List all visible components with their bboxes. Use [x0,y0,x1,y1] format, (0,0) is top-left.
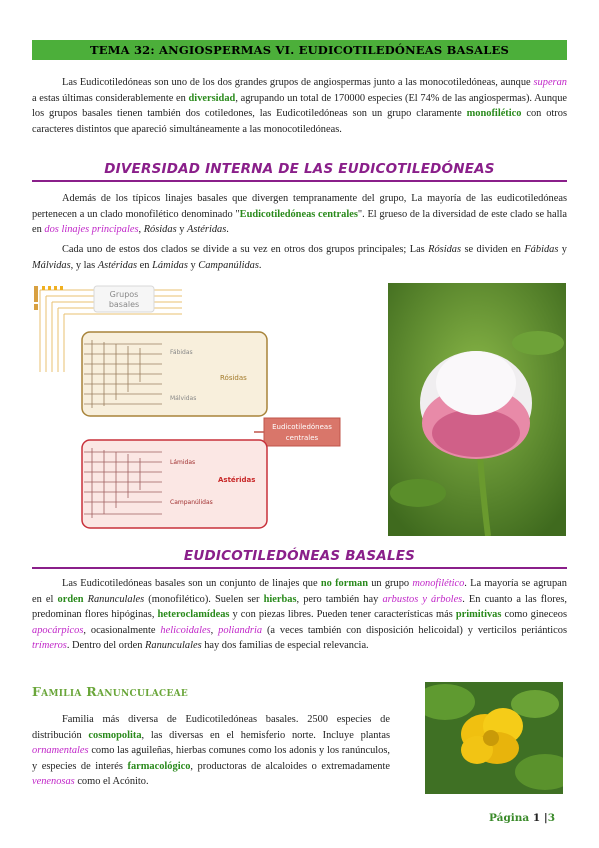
text: un grupo [367,578,413,589]
text: (monofilético). Suelen ser [144,593,264,605]
malvidas-label: Málvidas [170,395,197,402]
text: se dividen en [461,244,525,255]
phylogenetic-tree-diagram [32,282,377,537]
diversidad-paragraph-1 [32,191,567,238]
keyword: farmacológico [127,760,191,772]
text: como las aguileñas, hierbas comunes como los adonis y los ranúnculos, y especies de interés [32,745,390,772]
text: con otros caracteres distintos que apareció simultáneamente a las monocotiledóneas. [32,108,567,135]
italic-term: Astéridas [97,259,138,271]
text: Además de los típicos linajes basales que divergen tempranamente del grupo, La mayoría de las eudicotiledóneas pertenecen a un clado monofilético denominado " [32,193,567,220]
text: y con piezas libres. Pueden tener características más [229,609,456,621]
rosidas-label: Rósidas [220,374,247,382]
text: Familia más diversa de Eudicotiledóneas basales. 2500 especies de distribución [32,714,390,741]
clover-image [388,283,566,536]
text: (a veces también con disposición helicoidal) y verticilos periánticos [262,624,568,636]
text: Cada uno de estos dos clados se divide a su vez en otros dos grupos principales; Las [62,244,429,255]
page-total: 3 [547,812,555,824]
italic-term: Ranunculales [145,640,202,652]
basal-marker [34,286,38,302]
page-label: Página [489,812,530,824]
intro-paragraph [32,75,567,137]
keyword: monofilético [412,578,465,589]
text: . [258,259,262,271]
text: como gineceos [501,609,567,621]
fabidas-label: Fábidas [170,349,193,356]
keyword: cosmopolita [88,729,142,741]
tree-svg [32,282,377,537]
page-footer [489,812,555,824]
text: , agrupando un total de 170000 especies (El 74% de las angiospermas). Aunque los grupos basales tienen también dos cotiledones, las Eudicotiledóneas son un grupo claramente [32,92,568,120]
text: y [187,259,199,271]
text: , pero también hay [296,593,383,605]
keyword: orden [57,593,84,605]
keyword: primitivas [455,609,502,621]
text: . La mayoría se agrupan en el [32,578,567,605]
asteridas-label: Astéridas [218,476,256,484]
text: hay dos familias de especial relevancia. [201,640,369,652]
central-eudicots-label: centrales [285,434,319,442]
text: , [210,624,219,636]
text: . Dentro del orden [66,640,146,652]
keyword: dos linajes principales [44,224,139,236]
basal-marker [34,304,38,310]
text: y [176,224,188,236]
section-divider [32,567,567,569]
basal-marker [42,286,45,290]
keyword: apocárpicos [32,624,84,636]
asteridas-clade-box [82,440,267,528]
keyword: helicoidales [160,624,211,636]
italic-term: Campanúlidas [198,259,259,271]
italic-term: Fábidas [524,244,559,255]
ranunculaceae-paragraph [32,712,390,790]
text: , [138,224,144,236]
basales-paragraph [32,576,567,654]
text: , y las [70,259,98,271]
section-heading-diversidad: DIVERSIDAD INTERNA DE LAS EUDICOTILEDÓNEAS [104,161,495,177]
campanulidas-label: Campanúlidas [170,499,213,506]
section-heading-basales: EUDICOTILEDÓNEAS BASALES [183,548,416,564]
clover-flower-photo [388,283,566,536]
text: Las Eudicotiledóneas son uno de los dos grandes grupos de angiospermas junto a las monocotiledóneas, aunque [62,77,534,88]
basal-marker [48,286,51,290]
italic-term: Málvidas [32,259,71,271]
italic-term: Astéridas [187,224,227,236]
keyword: heteroclamídeas [157,609,230,621]
italic-term: Lámidas [152,259,188,271]
basal-marker [60,286,63,290]
keyword: venenosas [32,776,75,788]
text: como el Acónito. [74,776,149,788]
italic-term: Rósidas [428,244,462,255]
diversidad-paragraph-2 [32,242,567,273]
text: . [226,224,229,236]
text: , productoras de alcaloides o extremadamente [190,760,390,772]
text: en [137,259,153,271]
page-title-banner: TEMA 32: ANGIOSPERMAS VI. EUDICOTILEDÓNEAS BASALES [32,40,567,60]
page-separator: | [543,812,548,824]
text: Las Eudicotiledóneas basales son un conjunto de linajes que [62,578,321,589]
keyword: no forman [320,578,368,589]
text: , ocasionalmente [83,624,161,636]
text: y [558,244,567,255]
text: . En cuanto a las flores, predominan flores hipóginas, [32,593,567,621]
family-heading-ranunculaceae: Familia Ranunculaceae [32,684,189,699]
buttercup-image [425,682,563,794]
basal-marker [54,286,57,290]
text: ". El grueso de la diversidad de este clado se halla en [32,208,567,236]
keyword: superan [533,77,567,88]
keyword: monofilético [466,108,522,120]
central-eudicots-label: Eudicotiledóneas [272,423,332,431]
buttercup-flower-photo [425,682,563,794]
keyword: poliandria [218,624,263,636]
section-divider [32,180,567,182]
text: , las diversas en el hemisferio norte. Incluye plantas [141,729,390,741]
italic-term: Ranunculales [87,593,145,605]
keyword: diversidad [188,92,236,104]
basal-groups-label: Grupos [109,290,139,299]
basal-groups-label: basales [108,300,140,309]
text: a estas últimas considerablemente en [32,92,189,104]
keyword: trímeros [32,640,67,652]
keyword: Eudicotiledóneas centrales [239,208,358,220]
lamidas-label: Lámidas [170,459,196,466]
keyword: hierbas [263,593,297,605]
keyword: arbustos y árboles [382,593,463,605]
keyword: ornamentales [32,745,89,757]
page-number: 1 [532,812,541,824]
italic-term: Rósidas [143,224,177,236]
